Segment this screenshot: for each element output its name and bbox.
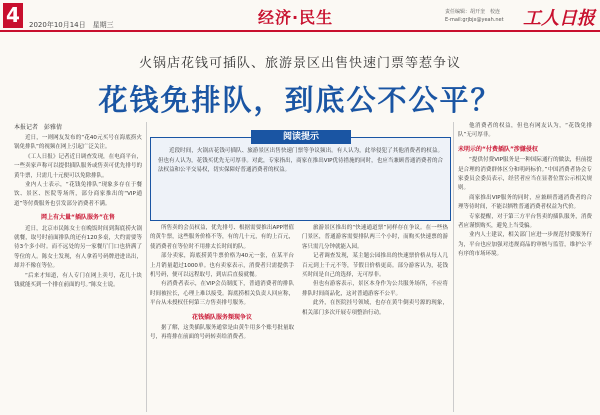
issue-date: 2020年10月14日 星期三 [29,21,114,29]
subheading: 未明示的“付费插队”涉嫌侵权 [458,145,538,153]
column-2 [150,224,294,412]
paragraph: 《工人日报》记者近日调查发现，在电商平台，一些卖家声称可以提供插队服务或售卖可优先排号的黄牛票，只需几十元便可以免除排队。 [14,153,142,179]
paragraph: 有消费者表示，在VIP会员制度下，普通消费者的排队时间被拉长，心理上难以接受。海底捞相关负责人回应称，平台从未授权任何第三方售卖排号服务。 [150,281,294,307]
page-number: 4 [3,3,23,28]
paragraph: 商家推出VIP服务的同时，应兼顾普通消费者的合理等待时间，不能以牺牲普通消费者权益为代价。 [458,194,592,211]
paragraph: “提供付费VIP服务是一种国际通行的做法，但前提是合理的消费群体区分和明码标价。”中国消费者协会专家委员会委员表示，经营者应当在显著位置公示相关规则。 [458,157,592,192]
paragraph: 近日，北京市民陈女士在晚饭时间到海底捞火锅就餐，取号时前面排队的还有120多桌，大约需要等待3个多小时。而不远处的另一家餐厅门口也挤满了等位的人。陈女士发现，有人拿着号码牌进进出出，却并不像在等位。 [14,225,142,270]
article-byline: 本报记者 彭雅倩 [14,124,63,131]
section-title: 经济·民生 [258,8,334,27]
editor-email: E-mail:grjbjx@yeah.net [445,17,504,23]
column-1 [14,134,142,412]
reading-tip-title: 阅读提示 [251,130,351,144]
column-3 [302,224,448,412]
paragraph: 旅游景区推出的“快速通道票”同样存在争议。在一些热门景区，普通游客需要排队两三个小时，而购买快速票的游客只需几分钟就能入园。 [302,225,448,250]
paragraph: 但也有游客表示，景区本身作为公共服务场所，不应将排队时间商品化，这对普通游客不公平。 [302,281,448,297]
reading-tip-box [150,132,451,221]
editor-info [445,8,504,24]
paragraph: 业内人士表示，“花钱免排队”现象多存在于餐饮、景区、医院等场所，部分商家推出的“VIP通道”等付费服务也引发部分消费者不满。 [14,182,142,207]
subheading: 网上有大量“插队服务”在售 [41,214,115,222]
paragraph: 他消费者的权益，但也有网友认为，“花钱免排队”无可厚非。 [458,123,592,139]
column-4 [458,122,592,412]
column-divider [146,122,147,412]
paragraph: 专家提醒，对于第三方平台售卖的插队服务，消费者应谨慎购买，避免上当受骗。 [458,213,592,230]
paragraph: 近日，一则网友发布的“花40元买号在海底捞火锅免排队”的视频在网上引起广泛关注。 [14,135,142,151]
paragraph: 记者调查发现，某主题公园推出的快速票价格从每人几百元到上千元不等，节假日价格更高。部分游客认为，花钱买时间是自己的选择，无可厚非。 [302,253,448,279]
article-kicker: 火锅店花钱可插队、旅游景区出售快速门票等惹争议 [138,56,461,71]
paragraph: 所售卖的会员权益，优先排号、根据需要推出APP增值的黄牛票，这些服务价格不等，有的几十元，有的上百元，使消费者在等位时不用排太长时间的队。 [150,225,294,250]
reading-tip-text: 近段时间，火锅店花钱可插队、旅游景区出售快速门票等争议频出。有人认为，此举侵犯了其他消费者的权益。但也有人认为，花钱买优先无可厚非。对此，专家指出，商家在推出VIP优待措施的同时，也应当兼顾普通消费者的合法权益和公平交易权，切实保障好普通消费者的权益。 [158,148,443,174]
article-headline: 花钱免排队，到底公不公平？ [98,83,502,117]
paragraph: 部分卖家，海底捞黄牛票价格为40元一张，在某平台上月销量超过1000单。也有卖家表示，消费者只需提供手机号码，便可以远程取号，到店后直接就餐。 [150,253,294,279]
paragraph: 此外，在医院挂号领域，也存在黄牛倒卖号源的现象，相关部门多次开展专项整治行动。 [302,300,448,316]
paragraph: 据了解，这类插队服务通常是由黄牛用多个账号批量取号，再将排在前面的号码转卖给消费者。 [150,325,294,341]
header-rule [0,30,600,32]
page-header [0,0,600,30]
subheading: 花钱插队服务频现争议 [191,313,252,321]
column-divider [453,122,454,412]
newspaper-logo: 工人日报 [523,8,595,29]
paragraph: “后来才知道，有人专门在网上卖号，花几十块钱就能买到一个排在前面的号。”陈女士说。 [14,272,142,289]
paragraph: 业内人士建议，相关部门应进一步规范付费服务行为，平台也应加强对违规商品的审核与监管，维护公平有序的市场环境。 [458,232,592,258]
editor-names: 责任编辑：胡开奎 校连 [445,9,501,15]
